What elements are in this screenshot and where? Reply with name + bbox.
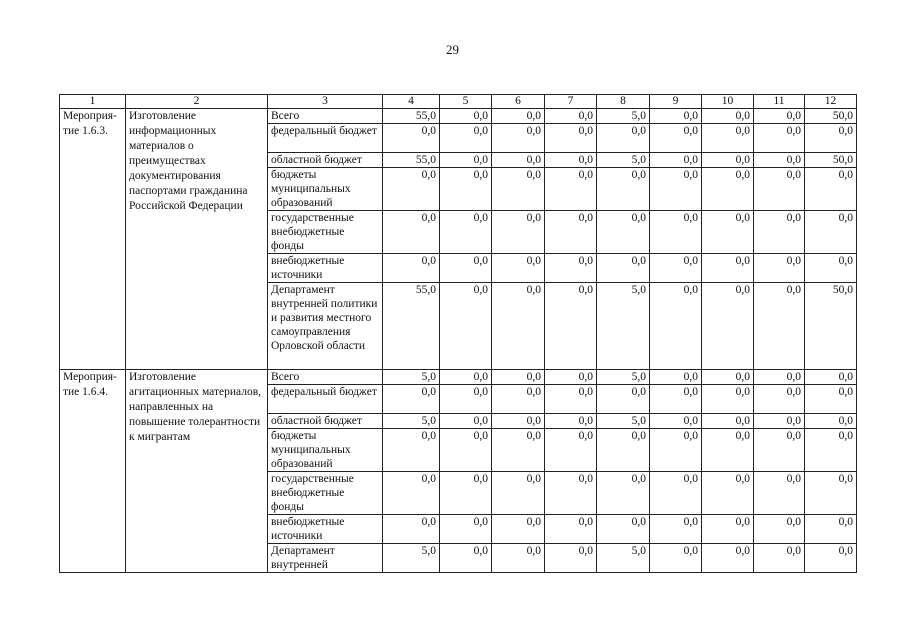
amount-cell: 0,0: [545, 153, 597, 168]
page-number: 29: [446, 42, 459, 57]
funding-source: областной бюджет: [268, 153, 383, 168]
table-row: [60, 109, 857, 124]
amount-cell: 0,0: [702, 109, 754, 124]
amount-cell: 0,0: [650, 544, 702, 573]
column-header: 12: [805, 95, 857, 109]
column-header: 6: [492, 95, 545, 109]
amount-cell: 0,0: [805, 544, 857, 573]
amount-cell: 0,0: [805, 124, 857, 153]
amount-cell: 0,0: [440, 283, 492, 370]
amount-cell: 55,0: [383, 153, 440, 168]
column-header: 2: [126, 95, 268, 109]
table-body: [60, 109, 857, 573]
amount-cell: 0,0: [492, 168, 545, 211]
amount-cell: 0,0: [702, 124, 754, 153]
amount-cell: 0,0: [597, 211, 650, 254]
funding-source: Департамент внутренней: [268, 544, 383, 573]
amount-cell: 0,0: [545, 429, 597, 472]
amount-cell: 5,0: [383, 544, 440, 573]
amount-cell: 0,0: [702, 153, 754, 168]
amount-cell: 0,0: [492, 414, 545, 429]
amount-cell: 0,0: [440, 211, 492, 254]
amount-cell: 0,0: [650, 515, 702, 544]
amount-cell: 0,0: [754, 370, 805, 385]
amount-cell: 0,0: [754, 109, 805, 124]
amount-cell: 50,0: [805, 109, 857, 124]
amount-cell: 0,0: [650, 254, 702, 283]
amount-cell: 0,0: [492, 211, 545, 254]
funding-source: внебюджетные источники: [268, 254, 383, 283]
amount-cell: 0,0: [383, 429, 440, 472]
amount-cell: 0,0: [702, 544, 754, 573]
amount-cell: 0,0: [597, 429, 650, 472]
amount-cell: 0,0: [702, 168, 754, 211]
amount-cell: 0,0: [545, 544, 597, 573]
column-header: 3: [268, 95, 383, 109]
amount-cell: 0,0: [805, 414, 857, 429]
amount-cell: 0,0: [440, 544, 492, 573]
header-row: [60, 95, 857, 109]
column-header: 1: [60, 95, 126, 109]
column-header: 7: [545, 95, 597, 109]
measure-description: Изготовление информационных материалов о преимуществах документирования паспортами гражданина Российской Федерации: [126, 109, 268, 370]
amount-cell: 0,0: [754, 515, 805, 544]
amount-cell: 0,0: [545, 254, 597, 283]
funding-source: внебюджетные источники: [268, 515, 383, 544]
amount-cell: 0,0: [805, 515, 857, 544]
amount-cell: 0,0: [702, 429, 754, 472]
amount-cell: 0,0: [650, 153, 702, 168]
amount-cell: 0,0: [492, 124, 545, 153]
amount-cell: 0,0: [754, 254, 805, 283]
amount-cell: 0,0: [650, 109, 702, 124]
amount-cell: 0,0: [440, 124, 492, 153]
amount-cell: 0,0: [597, 515, 650, 544]
amount-cell: 0,0: [650, 414, 702, 429]
amount-cell: 0,0: [440, 472, 492, 515]
amount-cell: 0,0: [492, 370, 545, 385]
amount-cell: 0,0: [702, 283, 754, 370]
amount-cell: 0,0: [492, 254, 545, 283]
amount-cell: 0,0: [492, 429, 545, 472]
amount-cell: 0,0: [650, 168, 702, 211]
amount-cell: 0,0: [492, 385, 545, 414]
amount-cell: 0,0: [702, 385, 754, 414]
amount-cell: 0,0: [702, 472, 754, 515]
amount-cell: 0,0: [440, 168, 492, 211]
amount-cell: 0,0: [650, 370, 702, 385]
amount-cell: 0,0: [440, 414, 492, 429]
column-header: 10: [702, 95, 754, 109]
funding-source: государственные внебюджетные фонды: [268, 472, 383, 515]
column-header: 5: [440, 95, 492, 109]
amount-cell: 0,0: [754, 544, 805, 573]
amount-cell: 0,0: [702, 414, 754, 429]
amount-cell: 5,0: [597, 153, 650, 168]
amount-cell: 0,0: [754, 472, 805, 515]
amount-cell: 0,0: [545, 472, 597, 515]
amount-cell: 55,0: [383, 283, 440, 370]
amount-cell: 0,0: [754, 283, 805, 370]
amount-cell: 0,0: [545, 168, 597, 211]
funding-source: государственные внебюджетные фонды: [268, 211, 383, 254]
amount-cell: 0,0: [440, 515, 492, 544]
column-header: 11: [754, 95, 805, 109]
amount-cell: 0,0: [545, 385, 597, 414]
amount-cell: 50,0: [805, 283, 857, 370]
amount-cell: 0,0: [805, 385, 857, 414]
amount-cell: 0,0: [597, 385, 650, 414]
amount-cell: 0,0: [440, 370, 492, 385]
amount-cell: 0,0: [440, 109, 492, 124]
amount-cell: 0,0: [492, 472, 545, 515]
measure-number: Мероприя-тие 1.6.3.: [60, 109, 126, 370]
amount-cell: 0,0: [492, 544, 545, 573]
amount-cell: 5,0: [597, 370, 650, 385]
funding-source: Департамент внутренней политики и развития местного самоуправления Орловской области: [268, 283, 383, 370]
amount-cell: 0,0: [545, 414, 597, 429]
column-header: 8: [597, 95, 650, 109]
amount-cell: 0,0: [492, 283, 545, 370]
amount-cell: 0,0: [440, 254, 492, 283]
funding-source: федеральный бюджет: [268, 124, 383, 153]
amount-cell: 0,0: [383, 168, 440, 211]
amount-cell: 0,0: [650, 429, 702, 472]
funding-source: федеральный бюджет: [268, 385, 383, 414]
amount-cell: 0,0: [650, 211, 702, 254]
amount-cell: 0,0: [545, 211, 597, 254]
amount-cell: 0,0: [383, 515, 440, 544]
amount-cell: 0,0: [440, 429, 492, 472]
table-row: [60, 370, 857, 385]
amount-cell: 0,0: [383, 124, 440, 153]
column-header: 4: [383, 95, 440, 109]
amount-cell: 0,0: [754, 385, 805, 414]
amount-cell: 0,0: [440, 385, 492, 414]
amount-cell: 0,0: [597, 168, 650, 211]
amount-cell: 0,0: [754, 124, 805, 153]
amount-cell: 0,0: [754, 153, 805, 168]
amount-cell: 0,0: [383, 254, 440, 283]
amount-cell: 50,0: [805, 153, 857, 168]
amount-cell: 0,0: [702, 254, 754, 283]
amount-cell: 0,0: [383, 385, 440, 414]
measure-number: Мероприя-тие 1.6.4.: [60, 370, 126, 573]
funding-source: бюджеты муниципальных образований: [268, 429, 383, 472]
amount-cell: 0,0: [492, 515, 545, 544]
amount-cell: 5,0: [597, 283, 650, 370]
measure-description: Изготовление агитационных материалов, направленных на повышение толерантности к мигрантам: [126, 370, 268, 573]
funding-source: Всего: [268, 109, 383, 124]
amount-cell: 0,0: [492, 153, 545, 168]
amount-cell: 0,0: [545, 124, 597, 153]
amount-cell: 5,0: [383, 370, 440, 385]
funding-source: бюджеты муниципальных образований: [268, 168, 383, 211]
amount-cell: 0,0: [597, 254, 650, 283]
amount-cell: 5,0: [597, 544, 650, 573]
amount-cell: 0,0: [545, 515, 597, 544]
amount-cell: 0,0: [805, 472, 857, 515]
amount-cell: 0,0: [383, 472, 440, 515]
amount-cell: 0,0: [805, 254, 857, 283]
amount-cell: 0,0: [545, 109, 597, 124]
amount-cell: 0,0: [702, 370, 754, 385]
amount-cell: 0,0: [702, 211, 754, 254]
funding-source: Всего: [268, 370, 383, 385]
budget-table: [59, 94, 857, 573]
amount-cell: 0,0: [650, 283, 702, 370]
amount-cell: 55,0: [383, 109, 440, 124]
amount-cell: 0,0: [702, 515, 754, 544]
amount-cell: 0,0: [650, 385, 702, 414]
amount-cell: 0,0: [597, 472, 650, 515]
column-header: 9: [650, 95, 702, 109]
amount-cell: 0,0: [805, 168, 857, 211]
amount-cell: 0,0: [805, 429, 857, 472]
amount-cell: 0,0: [754, 211, 805, 254]
amount-cell: 0,0: [754, 429, 805, 472]
amount-cell: 5,0: [597, 414, 650, 429]
amount-cell: 0,0: [650, 472, 702, 515]
amount-cell: 0,0: [545, 283, 597, 370]
amount-cell: 0,0: [650, 124, 702, 153]
funding-source: областной бюджет: [268, 414, 383, 429]
amount-cell: 0,0: [545, 370, 597, 385]
amount-cell: 0,0: [383, 211, 440, 254]
amount-cell: 0,0: [754, 414, 805, 429]
amount-cell: 0,0: [805, 370, 857, 385]
amount-cell: 0,0: [805, 211, 857, 254]
amount-cell: 0,0: [440, 153, 492, 168]
amount-cell: 0,0: [492, 109, 545, 124]
amount-cell: 5,0: [597, 109, 650, 124]
amount-cell: 5,0: [383, 414, 440, 429]
amount-cell: 0,0: [754, 168, 805, 211]
amount-cell: 0,0: [597, 124, 650, 153]
